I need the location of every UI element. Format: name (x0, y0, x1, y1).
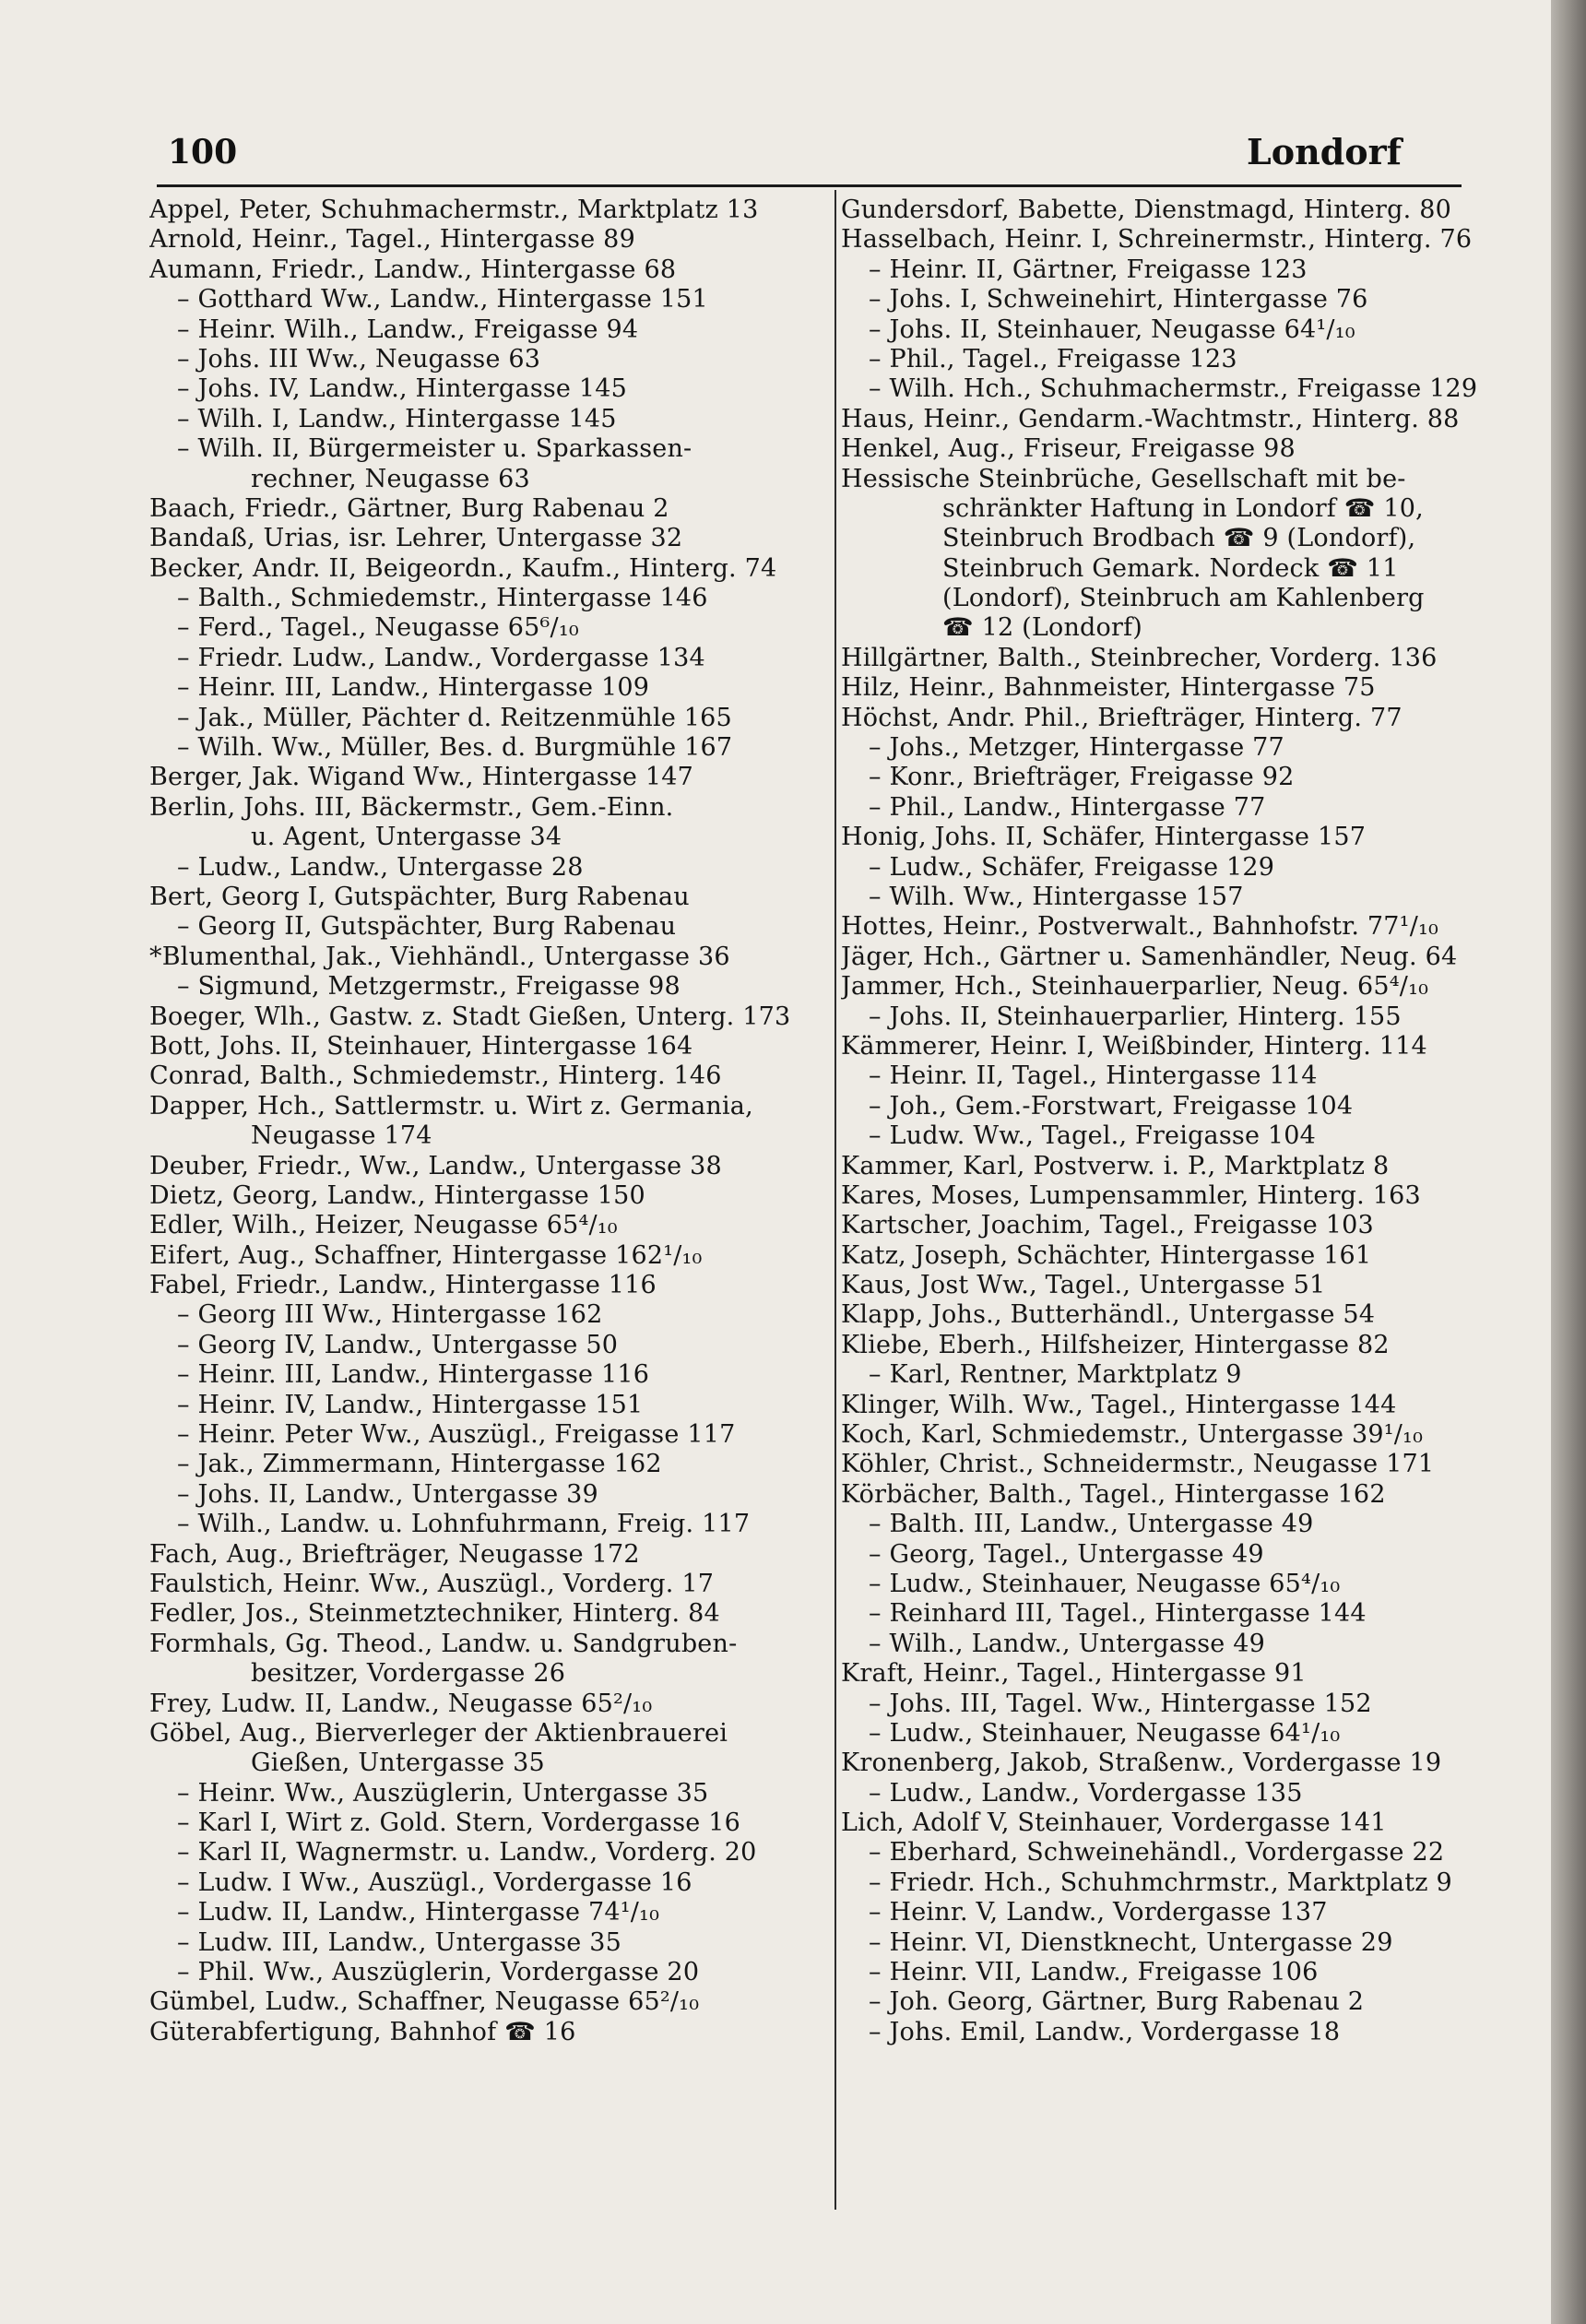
directory-entry: – Konr., Briefträger, Freigasse 92 (869, 763, 1295, 792)
directory-entry: Kliebe, Eberh., Hilfsheizer, Hintergasse 82 (841, 1330, 1390, 1359)
directory-entry: – Joh., Gem.-Forstwart, Freigasse 104 (869, 1091, 1354, 1120)
directory-entry: Fedler, Jos., Steinmetztechniker, Hinterg. 84 (149, 1599, 720, 1629)
directory-entry: Jammer, Hch., Steinhauerparlier, Neug. 65⁴/₁₀ (841, 972, 1429, 1002)
directory-entry: Conrad, Balth., Schmiedemstr., Hinterg. 146 (149, 1061, 722, 1091)
directory-entry: Honig, Johs. II, Schäfer, Hintergasse 157 (841, 823, 1367, 852)
directory-entry: – Ludw., Steinhauer, Neugasse 64¹/₁₀ (869, 1718, 1341, 1748)
directory-entry: Katz, Joseph, Schächter, Hintergasse 161 (841, 1240, 1372, 1270)
running-title: Londorf (1247, 131, 1402, 172)
directory-entry: – Wilh. Ww., Müller, Bes. d. Burgmühle 167 (177, 733, 733, 763)
directory-entry: – Heinr. IV, Landw., Hintergasse 151 (177, 1390, 644, 1419)
directory-entry: – Heinr. VI, Dienstknecht, Untergasse 29 (869, 1927, 1393, 1957)
directory-entry-continuation: rechner, Neugasse 63 (251, 464, 530, 493)
directory-entry: *Blumenthal, Jak., Viehhändl., Untergasse 36 (149, 942, 730, 971)
directory-entry: Kaus, Jost Ww., Tagel., Untergasse 51 (841, 1271, 1326, 1300)
directory-entry: Boeger, Wlh., Gastw. z. Stadt Gießen, Unterg. 173 (149, 1002, 791, 1031)
directory-entry: – Sigmund, Metzgermstr., Freigasse 98 (177, 972, 681, 1002)
directory-entry: Bandaß, Urias, isr. Lehrer, Untergasse 32 (149, 524, 683, 553)
directory-entry: – Gotthard Ww., Landw., Hintergasse 151 (177, 285, 708, 314)
directory-entry: – Heinr. II, Gärtner, Freigasse 123 (869, 255, 1308, 284)
directory-entry: – Wilh., Landw. u. Lohnfuhrmann, Freig. 117 (177, 1510, 751, 1539)
directory-entry: – Wilh. Ww., Hintergasse 157 (869, 882, 1244, 911)
directory-entry: – Reinhard III, Tagel., Hintergasse 144 (869, 1599, 1367, 1629)
directory-entry: Berlin, Johs. III, Bäckermstr., Gem.-Einn. (149, 792, 674, 822)
directory-entry: Fach, Aug., Briefträger, Neugasse 172 (149, 1539, 640, 1569)
directory-entry: – Johs. III Ww., Neugasse 63 (177, 344, 541, 374)
directory-entry: – Friedr. Hch., Schuhmchrmstr., Marktplatz 9 (869, 1868, 1452, 1897)
right-column (841, 196, 1477, 2047)
directory-entry: Lich, Adolf V, Steinhauer, Vordergasse 141 (841, 1808, 1387, 1838)
directory-entry: – Ludw. Ww., Tagel., Freigasse 104 (869, 1121, 1317, 1151)
directory-entry: – Heinr. Wilh., Landw., Freigasse 94 (177, 314, 639, 344)
directory-entry: – Wilh., Landw., Untergasse 49 (869, 1629, 1266, 1658)
column-divider (834, 190, 836, 2210)
directory-entry: – Ludw., Landw., Vordergasse 135 (869, 1778, 1303, 1808)
directory-entry: Köhler, Christ., Schneidermstr., Neugasse 171 (841, 1450, 1435, 1479)
directory-entry: – Eberhard, Schweinehändl., Vordergasse 22 (869, 1838, 1445, 1868)
directory-entry: Kartscher, Joachim, Tagel., Freigasse 103 (841, 1211, 1374, 1240)
directory-entry: – Jak., Zimmermann, Hintergasse 162 (177, 1450, 662, 1479)
directory-entry: Eifert, Aug., Schaffner, Hintergasse 162¹/₁₀ (149, 1240, 703, 1270)
directory-entry: Göbel, Aug., Bierverleger der Aktienbrauerei (149, 1718, 728, 1748)
directory-entry-continuation: besitzer, Vordergasse 26 (251, 1659, 566, 1689)
directory-entry-continuation: Steinbruch Gemark. Nordeck ☎ 11 (942, 553, 1399, 583)
directory-entry: – Johs. IV, Landw., Hintergasse 145 (177, 374, 628, 404)
directory-entry: Appel, Peter, Schuhmachermstr., Marktplatz 13 (149, 196, 759, 224)
page-edge (1551, 0, 1586, 2324)
directory-entry: – Heinr. V, Landw., Vordergasse 137 (869, 1898, 1328, 1927)
directory-entry: – Ludw. III, Landw., Untergasse 35 (177, 1927, 621, 1957)
left-column (149, 196, 823, 2047)
directory-entry: Kronenberg, Jakob, Straßenw., Vordergasse 19 (841, 1749, 1442, 1778)
page-number: 100 (168, 133, 238, 172)
directory-entry: – Friedr. Ludw., Landw., Vordergasse 134 (177, 643, 705, 672)
directory-entry: Hessische Steinbrüche, Gesellschaft mit be- (841, 464, 1406, 493)
directory-entry: – Wilh. I, Landw., Hintergasse 145 (177, 404, 617, 433)
directory-entry: Höchst, Andr. Phil., Briefträger, Hinterg. 77 (841, 703, 1403, 732)
directory-entry: Kammer, Karl, Postverw. i. P., Marktplatz 8 (841, 1151, 1390, 1180)
directory-entry: Bert, Georg I, Gutspächter, Burg Rabenau (149, 882, 690, 911)
directory-entry: Jäger, Hch., Gärtner u. Samenhändler, Neug. 64 (841, 942, 1458, 971)
directory-entry: – Georg IV, Landw., Untergasse 50 (177, 1330, 619, 1359)
directory-entry: – Johs., Metzger, Hintergasse 77 (869, 733, 1284, 763)
directory-entry: – Ferd., Tagel., Neugasse 65⁶/₁₀ (177, 613, 579, 643)
directory-entry: – Ludw. I Ww., Auszügl., Vordergasse 16 (177, 1868, 692, 1897)
directory-entry: Berger, Jak. Wigand Ww., Hintergasse 147 (149, 763, 693, 792)
directory-entry: Körbächer, Balth., Tagel., Hintergasse 162 (841, 1479, 1386, 1509)
directory-entry: – Johs. I, Schweinehirt, Hintergasse 76 (869, 285, 1368, 314)
directory-entry-continuation: Neugasse 174 (251, 1121, 432, 1151)
directory-entry: Arnold, Heinr., Tagel., Hintergasse 89 (149, 225, 635, 255)
directory-entry: Baach, Friedr., Gärtner, Burg Rabenau 2 (149, 493, 669, 523)
directory-entry: Hasselbach, Heinr. I, Schreinermstr., Hinterg. 76 (841, 225, 1473, 255)
directory-entry: – Ludw. II, Landw., Hintergasse 74¹/₁₀ (177, 1898, 660, 1927)
directory-entry: – Karl I, Wirt z. Gold. Stern, Vordergasse 16 (177, 1808, 741, 1838)
directory-entry-continuation: Steinbruch Brodbach ☎ 9 (Londorf), (942, 524, 1416, 553)
directory-entry: – Georg III Ww., Hintergasse 162 (177, 1300, 603, 1330)
directory-entry: Aumann, Friedr., Landw., Hintergasse 68 (149, 255, 677, 284)
directory-entry: – Phil. Ww., Auszüglerin, Vordergasse 20 (177, 1958, 700, 1987)
directory-entry: – Johs. II, Steinhauerparlier, Hinterg. 155 (869, 1002, 1402, 1031)
directory-entry: Hottes, Heinr., Postverwalt., Bahnhofstr. 77¹/₁₀ (841, 912, 1439, 942)
directory-entry-continuation: (Londorf), Steinbruch am Kahlenberg (942, 584, 1425, 613)
directory-entry: Bott, Johs. II, Steinhauer, Hintergasse 164 (149, 1031, 693, 1061)
directory-entry: – Heinr. III, Landw., Hintergasse 116 (177, 1360, 650, 1390)
directory-entry: – Georg, Tagel., Untergasse 49 (869, 1539, 1264, 1569)
directory-entry: – Jak., Müller, Pächter d. Reitzenmühle 165 (177, 703, 732, 732)
directory-entry: Edler, Wilh., Heizer, Neugasse 65⁴/₁₀ (149, 1211, 618, 1240)
directory-entry: – Heinr. III, Landw., Hintergasse 109 (177, 673, 650, 703)
directory-entry: Kraft, Heinr., Tagel., Hintergasse 91 (841, 1659, 1307, 1689)
directory-entry: Fabel, Friedr., Landw., Hintergasse 116 (149, 1271, 657, 1300)
directory-entry: – Heinr. VII, Landw., Freigasse 106 (869, 1958, 1319, 1987)
directory-entry-continuation: schränkter Haftung in Londorf ☎ 10, (942, 493, 1424, 523)
directory-entry: – Ludw., Schäfer, Freigasse 129 (869, 852, 1275, 882)
directory-entry: – Phil., Landw., Hintergasse 77 (869, 792, 1266, 822)
directory-entry: – Karl, Rentner, Marktplatz 9 (869, 1360, 1242, 1390)
directory-entry: Dietz, Georg, Landw., Hintergasse 150 (149, 1180, 645, 1210)
directory-entry: – Balth. III, Landw., Untergasse 49 (869, 1510, 1314, 1539)
directory-entry: Klinger, Wilh. Ww., Tagel., Hintergasse 144 (841, 1390, 1397, 1419)
directory-entry: Frey, Ludw. II, Landw., Neugasse 65²/₁₀ (149, 1689, 653, 1718)
directory-entry: – Heinr. Peter Ww., Auszügl., Freigasse 117 (177, 1420, 736, 1450)
directory-entry: – Johs. III, Tagel. Ww., Hintergasse 152 (869, 1689, 1372, 1718)
directory-entry: – Wilh. II, Bürgermeister u. Sparkassen- (177, 434, 692, 464)
directory-entry: – Johs. Emil, Landw., Vordergasse 18 (869, 2017, 1341, 2046)
directory-entry: – Karl II, Wagnermstr. u. Landw., Vorderg. 20 (177, 1838, 757, 1868)
directory-entry-continuation: Gießen, Untergasse 35 (251, 1749, 545, 1778)
directory-entry: – Ludw., Landw., Untergasse 28 (177, 852, 584, 882)
directory-entry-continuation: u. Agent, Untergasse 34 (251, 823, 562, 852)
directory-entry: Klapp, Johs., Butterhändl., Untergasse 54 (841, 1300, 1376, 1330)
directory-entry: – Ludw., Steinhauer, Neugasse 65⁴/₁₀ (869, 1569, 1341, 1598)
directory-entry: Hillgärtner, Balth., Steinbrecher, Vorderg. 136 (841, 643, 1438, 672)
directory-entry: – Heinr. II, Tagel., Hintergasse 114 (869, 1061, 1318, 1091)
directory-entry: Deuber, Friedr., Ww., Landw., Untergasse 38 (149, 1151, 722, 1180)
directory-entry: – Balth., Schmiedemstr., Hintergasse 146 (177, 584, 708, 613)
directory-entry: Faulstich, Heinr. Ww., Auszügl., Vorderg. 17 (149, 1569, 715, 1598)
page-header (157, 127, 1466, 183)
directory-entry: – Joh. Georg, Gärtner, Burg Rabenau 2 (869, 1987, 1365, 2017)
directory-entry-continuation: ☎ 12 (Londorf) (942, 613, 1143, 643)
directory-entry: Gümbel, Ludw., Schaffner, Neugasse 65²/₁₀ (149, 1987, 700, 2017)
directory-entry: Koch, Karl, Schmiedemstr., Untergasse 39¹/₁₀ (841, 1420, 1424, 1450)
directory-entry: – Wilh. Hch., Schuhmachermstr., Freigasse 129 (869, 374, 1477, 404)
directory-entry: Gundersdorf, Babette, Dienstmagd, Hinterg. 80 (841, 196, 1451, 224)
directory-entry: Henkel, Aug., Friseur, Freigasse 98 (841, 434, 1296, 464)
directory-entry: – Johs. II, Steinhauer, Neugasse 64¹/₁₀ (869, 314, 1355, 344)
directory-entry: – Heinr. Ww., Auszüglerin, Untergasse 35 (177, 1778, 709, 1808)
directory-entry: Formhals, Gg. Theod., Landw. u. Sandgruben- (149, 1629, 738, 1658)
directory-entry: – Phil., Tagel., Freigasse 123 (869, 344, 1237, 374)
directory-entry: – Georg II, Gutspächter, Burg Rabenau (177, 912, 677, 942)
directory-entry: Becker, Andr. II, Beigeordn., Kaufm., Hinterg. 74 (149, 553, 777, 583)
directory-entry: Dapper, Hch., Sattlermstr. u. Wirt z. Germania, (149, 1091, 753, 1120)
directory-entry: Güterabfertigung, Bahnhof ☎ 16 (149, 2017, 576, 2046)
header-rule (157, 184, 1462, 187)
directory-entry: Hilz, Heinr., Bahnmeister, Hintergasse 75 (841, 673, 1376, 703)
directory-entry: Haus, Heinr., Gendarm.-Wachtmstr., Hinterg. 88 (841, 404, 1460, 433)
directory-entry: Kämmerer, Heinr. I, Weißbinder, Hinterg. 114 (841, 1031, 1427, 1061)
directory-entry: – Johs. II, Landw., Untergasse 39 (177, 1479, 598, 1509)
directory-entry: Kares, Moses, Lumpensammler, Hinterg. 163 (841, 1180, 1421, 1210)
